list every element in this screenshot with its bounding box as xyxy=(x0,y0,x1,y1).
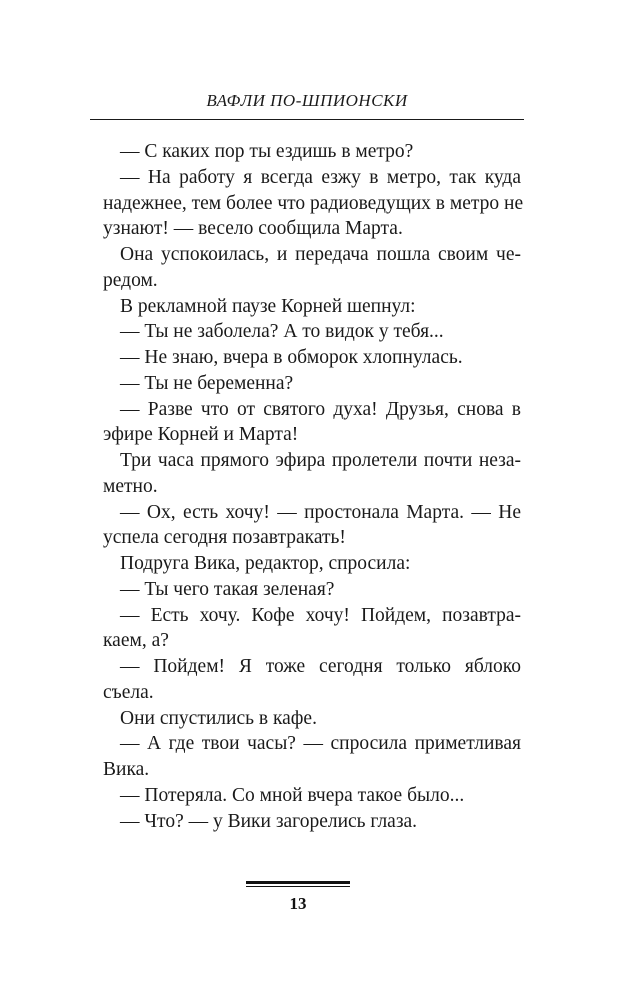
text-line: — Есть хочу. Кофе хочу! Пойдем, позавтра- xyxy=(120,604,521,626)
text-line: — С каких пор ты ездишь в метро? xyxy=(120,141,414,162)
text-line: — Потеряла. Со мной вчера такое было... xyxy=(120,784,465,806)
text-line: надежнее, тем более что радиоведущих в метро не xyxy=(103,192,524,214)
text-line: Они спустились в кафе. xyxy=(120,707,317,729)
text-line: узнают! — весело сообщила Марта. xyxy=(103,218,403,240)
text-line: Она успокоилась, и передача пошла своим че- xyxy=(120,244,521,265)
text-line: успела сегодня позавтракать! xyxy=(103,527,346,549)
text-line: — Ох, есть хочу! — простонала Марта. — Не xyxy=(120,501,521,523)
text-line: — Ты не заболела? А то видок у тебя... xyxy=(120,321,444,343)
page-number: 13 xyxy=(289,894,307,913)
text-line: каем, а? xyxy=(103,630,169,652)
header-rule xyxy=(90,119,524,120)
text-line: — Ты не беременна? xyxy=(120,372,294,394)
text-line: Три часа прямого эфира пролетели почти неза- xyxy=(120,450,521,471)
text-line: метно. xyxy=(103,475,158,497)
footer-rule-thin xyxy=(246,886,350,887)
text-line: эфире Корней и Марта! xyxy=(103,424,299,446)
text-line: съела. xyxy=(103,681,154,703)
text-line: — Разве что от святого духа! Друзья, снова в xyxy=(120,398,521,420)
text-line: — Не знаю, вчера в обморок хлопнулась. xyxy=(120,347,463,368)
running-title: ВАФЛИ ПО-ШПИОНСКИ xyxy=(206,91,408,110)
text-line: — А где твои часы? — спросила приметливая xyxy=(120,733,521,755)
text-line: В рекламной паузе Корней шепнул: xyxy=(120,295,416,317)
text-line: — Пойдем! Я тоже сегодня только яблоко xyxy=(120,656,521,677)
text-line: — Что? — у Вики загорелись глаза. xyxy=(120,810,418,832)
page-body xyxy=(103,139,524,834)
text-line: Подруга Вика, редактор, спросила: xyxy=(120,553,411,574)
text-line: — Ты чего такая зеленая? xyxy=(120,578,335,600)
text-line: редом. xyxy=(103,269,158,291)
footer-rule-thick xyxy=(246,881,350,884)
text-line: — На работу я всегда езжу в метро, так куда xyxy=(120,166,521,188)
text-line: Вика. xyxy=(103,759,150,780)
